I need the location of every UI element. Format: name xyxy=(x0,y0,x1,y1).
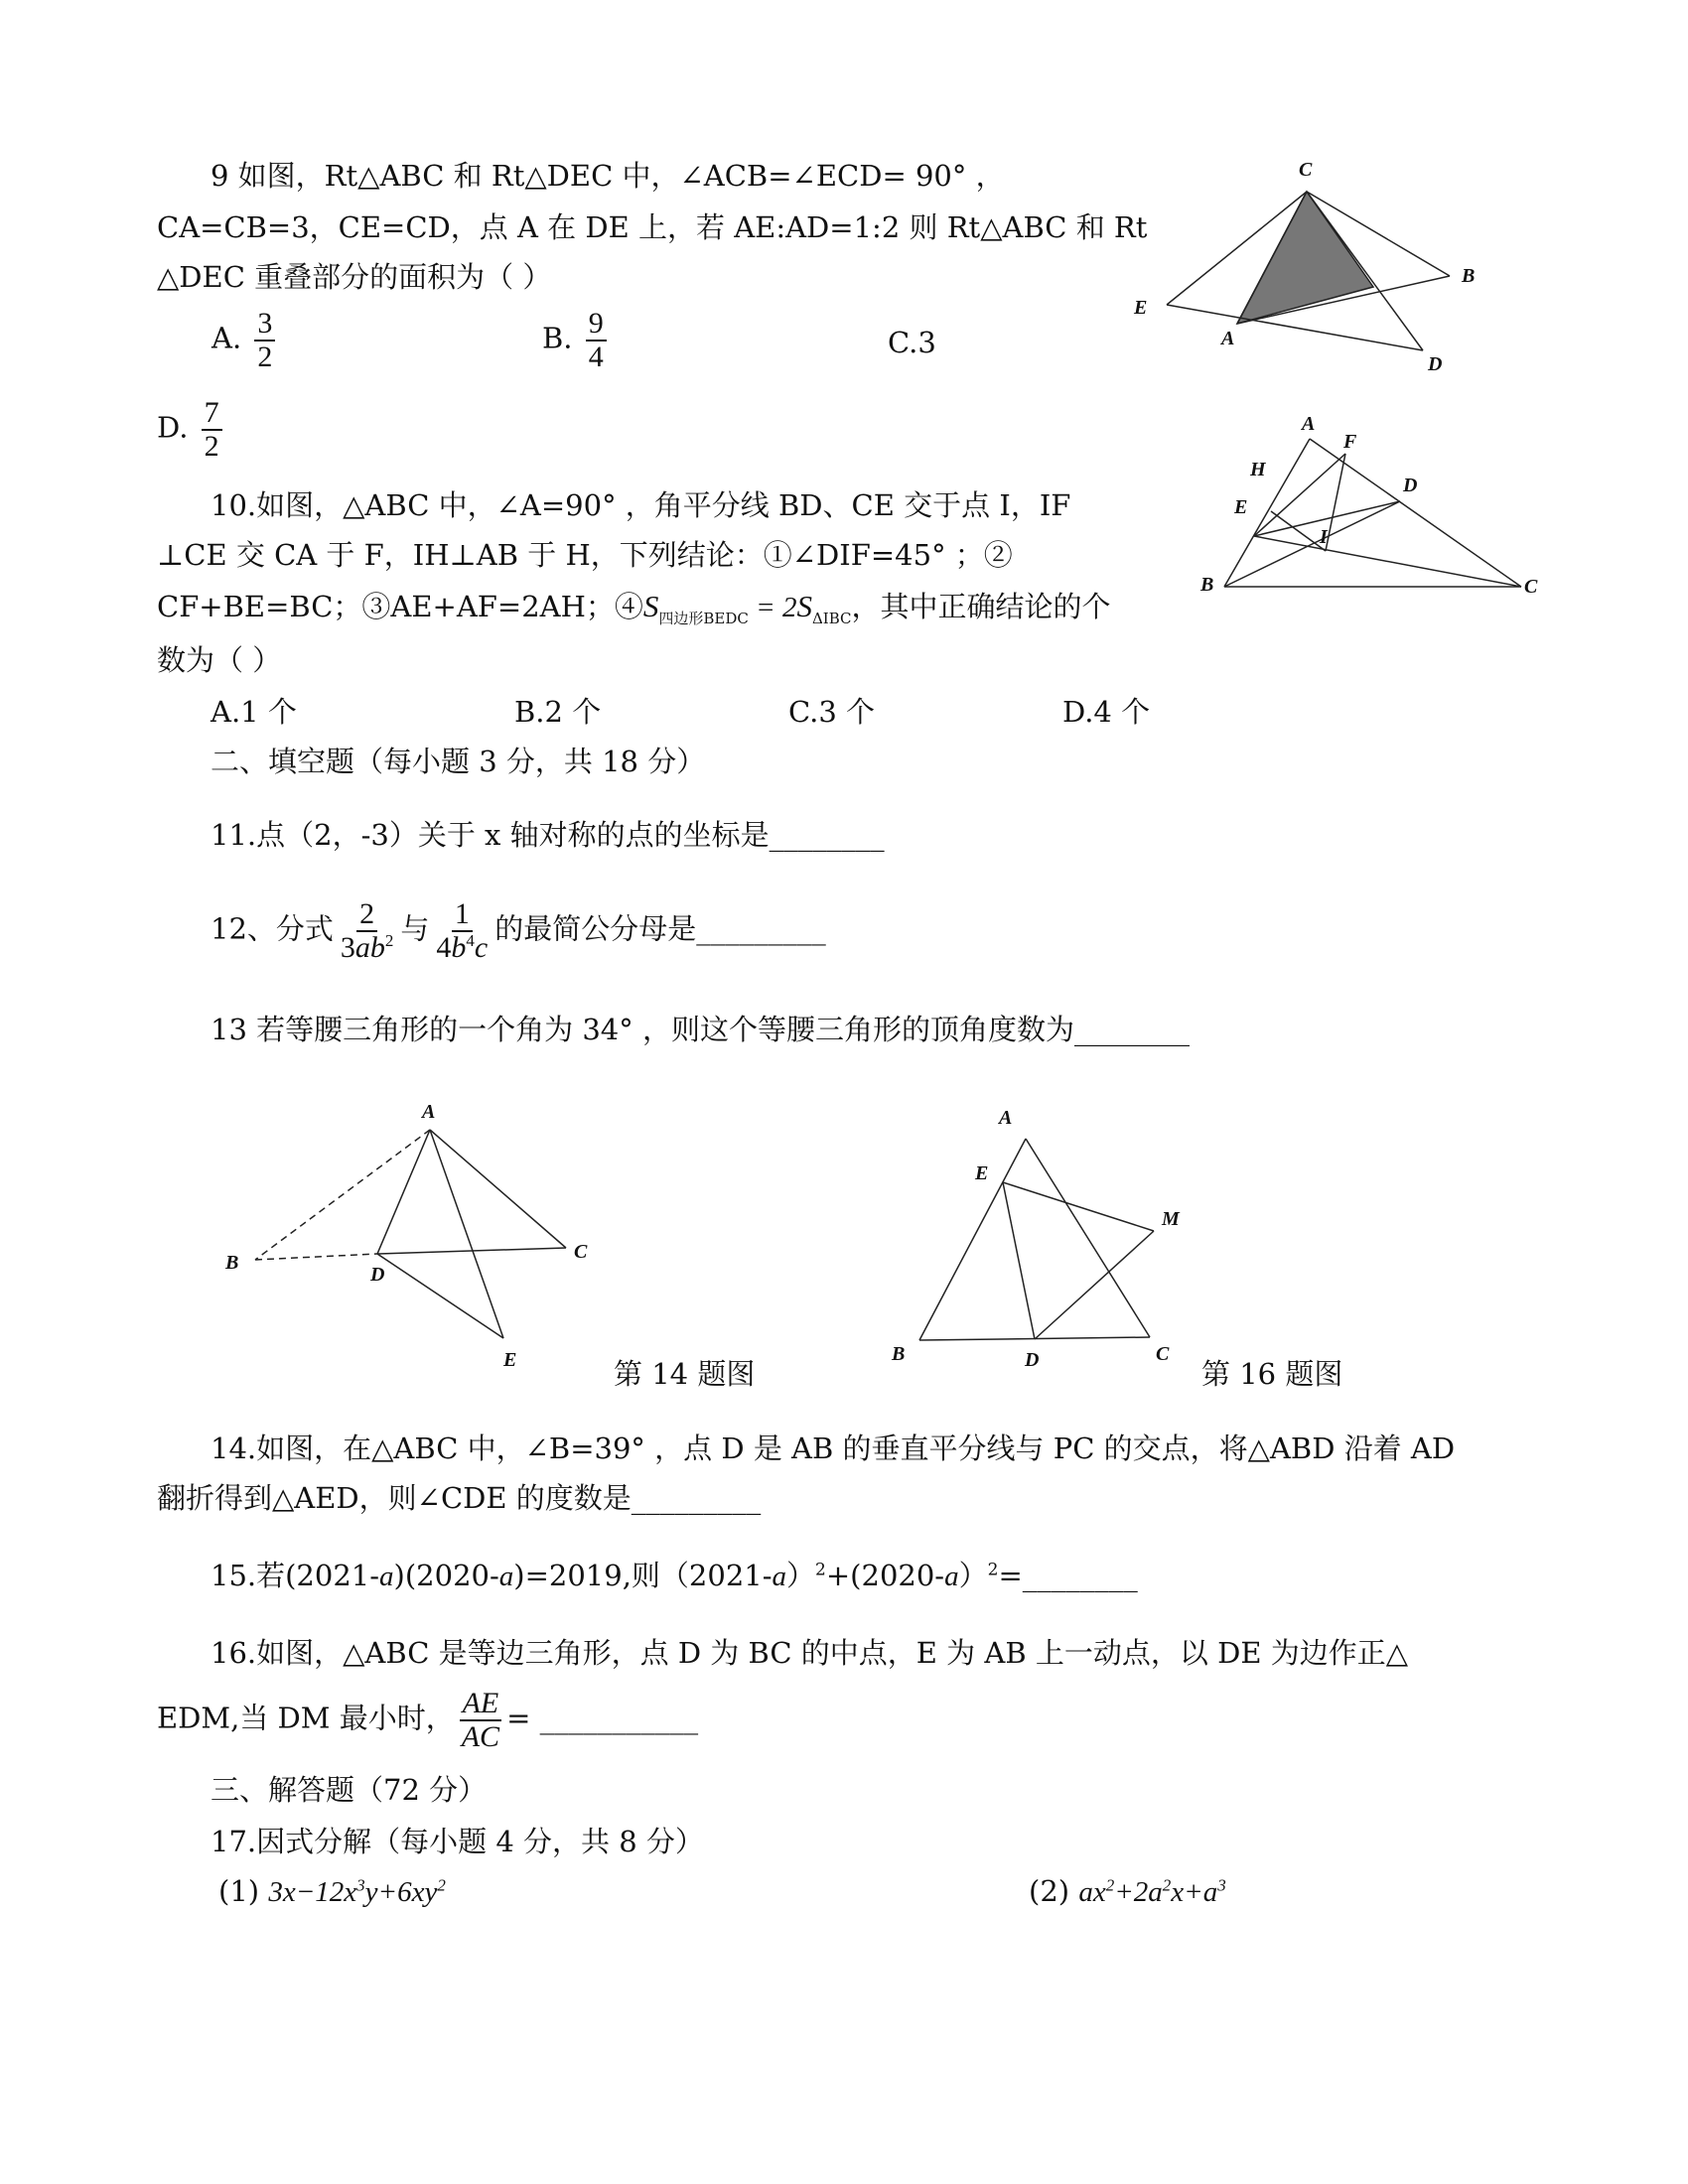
fraction: $\frac{AE}{AC}$ xyxy=(459,1688,502,1752)
q15: 15.若(2021-a)(2020-a)=2019,则$(2021-a)^2+(2020-a)^2=\_\_\_\_\_\_\_\_$ xyxy=(211,1559,1138,1592)
label-c: C xyxy=(1524,576,1538,598)
label-c: C xyxy=(1156,1343,1170,1365)
label-e: E xyxy=(1234,496,1248,518)
q10-line4: 数为（ ） xyxy=(157,643,282,677)
dashed-ab xyxy=(255,1130,430,1260)
segment-ed xyxy=(1003,1182,1035,1339)
fraction: $\frac{9}{4}$ xyxy=(586,308,607,372)
q13: 13 若等腰三角形的一个角为 34° ，则这个等腰三角形的顶角度数为________ xyxy=(211,1013,1190,1046)
q11: 11.点（2，-3）关于 x 轴对称的点的坐标是________ xyxy=(211,818,885,852)
label-e: E xyxy=(1134,297,1148,319)
segment-ab xyxy=(919,1139,1026,1340)
q16-line1: 16.如图，△ABC 是等边三角形，点 D 为 BC 的中点，E 为 AB 上一动点，以 DE 为边作正△ xyxy=(211,1636,1409,1670)
section-2-heading: 二、填空题（每小题 3 分，共 18 分） xyxy=(211,745,706,778)
segment-ce xyxy=(1254,536,1521,587)
q10-line2: ⊥CE 交 CA 于 F，IH⊥AB 于 H，下列结论：①∠DIF=45° ；② xyxy=(157,538,1013,572)
fraction-2: $\frac{1}{4b^4c}$ xyxy=(436,897,489,964)
q9-option-d: D. $\frac{7}{2}$ xyxy=(157,397,226,462)
fraction-1: $\frac{2}{3ab^2}$ xyxy=(340,897,394,964)
label-c: C xyxy=(574,1241,588,1263)
label-b: B xyxy=(1200,574,1214,596)
q17-part-2: (2) $ax^2+2a^2x+a^3$ xyxy=(1029,1874,1226,1908)
segment-ac xyxy=(1026,1139,1150,1337)
label-f: F xyxy=(1343,431,1357,453)
label-b: B xyxy=(892,1343,906,1365)
q14-line1: 14.如图，在△ABC 中，∠B=39° ，点 D 是 AB 的垂直平分线与 PC 的交点，将△ABD 沿着 AD xyxy=(211,1432,1456,1465)
label-c: C xyxy=(1299,159,1313,181)
q17-part-1: (1) $3x-12x^3y+6xy^2$ xyxy=(218,1874,446,1908)
q9-line1: 9 如图，Rt△ABC 和 Rt△DEC 中，∠ACB=∠ECD= 90° ， xyxy=(211,159,1005,193)
label-m: M xyxy=(1162,1208,1180,1230)
q10-line3: CF+BE=BC；③AE+AF=2AH；$④S_{四边形BEDC} = 2S_{\Delta IBC}$，其中正确结论的个 xyxy=(157,589,1111,627)
q10-figure xyxy=(1187,412,1564,611)
q9-line3: △DEC 重叠部分的面积为（ ） xyxy=(157,260,552,294)
segment-ac xyxy=(1310,439,1521,587)
q10-option-a: A.1 个 xyxy=(211,695,297,729)
q9-line2: CA=CB=3，CE=CD，点 A 在 DE 上，若 AE:AD=1:2 则 Rt△ABC 和 Rt xyxy=(157,210,1148,244)
q14-line2: 翻折得到△AED，则∠CDE 的度数是_________ xyxy=(157,1481,762,1515)
q10-option-c: C.3 个 xyxy=(788,695,876,729)
label-a: A xyxy=(999,1107,1013,1129)
q9-option-c: C.3 xyxy=(888,326,936,359)
segment-ad xyxy=(377,1130,430,1254)
label-e: E xyxy=(975,1162,989,1184)
figure-14-caption: 第 14 题图 xyxy=(614,1357,756,1391)
label-d: D xyxy=(1403,475,1418,496)
label-a: A xyxy=(422,1101,436,1123)
segment-de xyxy=(377,1254,503,1338)
label-e: E xyxy=(503,1349,517,1371)
label-d: D xyxy=(1025,1349,1040,1371)
segment-bd xyxy=(1224,501,1400,587)
overlap-region xyxy=(1237,192,1373,324)
label-b: B xyxy=(225,1252,239,1274)
figure-16-caption: 第 16 题图 xyxy=(1201,1357,1343,1391)
segment-ed xyxy=(1167,305,1423,350)
label-d: D xyxy=(370,1264,385,1286)
q10-option-d: D.4 个 xyxy=(1062,695,1151,729)
q16-line2: EDM,当 DM 最小时， $\frac{AE}{AC}$ = ___________ xyxy=(157,1687,699,1753)
q12: 12、分式 $\frac{2}{3ab^2}$ 与 $\frac{1}{4b^4c}$ 的最简公分母是_________ xyxy=(211,897,826,964)
dashed-bd xyxy=(255,1254,377,1260)
q10-option-b: B.2 个 xyxy=(514,695,602,729)
q10-line1: 10.如图，△ABC 中，∠A=90° ，角平分线 BD、CE 交于点 I，IF xyxy=(211,488,1071,522)
q9-figure xyxy=(1122,149,1479,377)
section-3-heading: 三、解答题（72 分） xyxy=(211,1773,488,1807)
label-d: D xyxy=(1428,353,1443,375)
q17-title: 17.因式分解（每小题 4 分，共 8 分） xyxy=(211,1825,704,1858)
q9-option-b: B. $\frac{9}{4}$ xyxy=(542,308,611,372)
label-h: H xyxy=(1250,459,1266,480)
label-a: A xyxy=(1302,413,1316,435)
label-i: I xyxy=(1320,526,1328,548)
figure-14 xyxy=(213,1092,611,1380)
fraction: $\frac{7}{2}$ xyxy=(202,397,222,462)
figure-16 xyxy=(874,1092,1201,1380)
label-b: B xyxy=(1462,265,1476,287)
label-a: A xyxy=(1221,328,1235,349)
fraction: $\frac{3}{2}$ xyxy=(254,308,275,372)
q9-option-a: A. $\frac{3}{2}$ xyxy=(211,308,279,372)
